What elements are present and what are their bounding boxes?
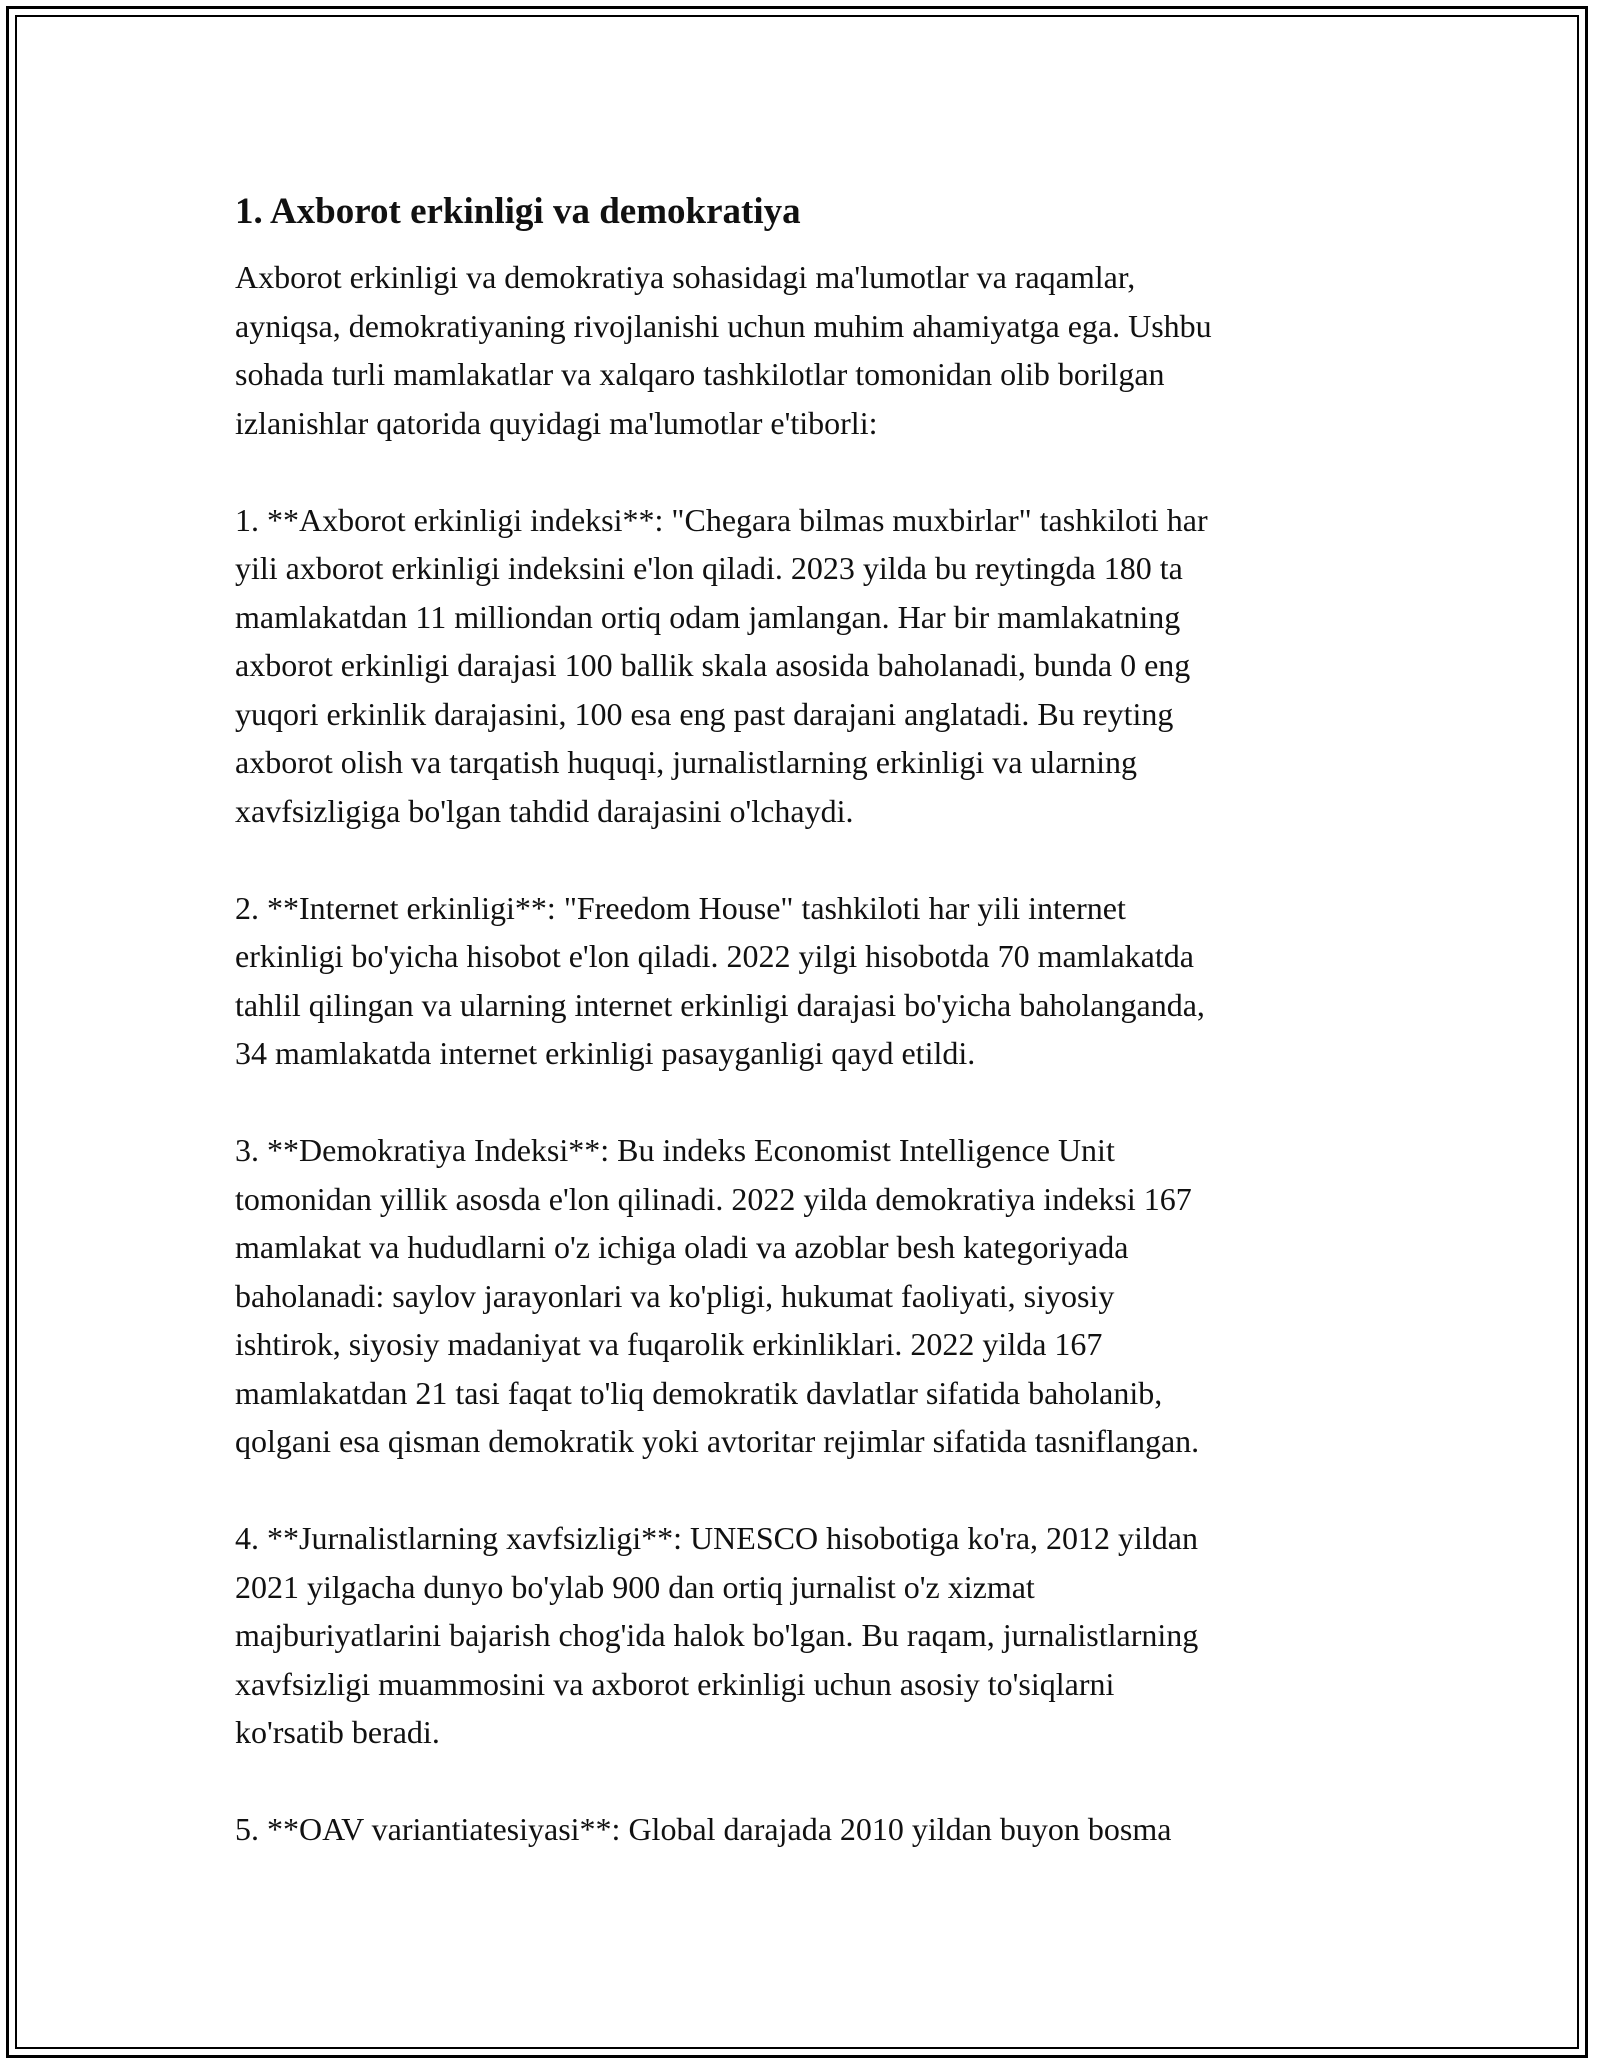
text-line: 3. **Demokratiya Indeksi**: Bu indeks Economist Intelligence Unit xyxy=(235,1132,1115,1168)
text-line: erkinligi bo'yicha hisobot e'lon qiladi. 2022 yilgi hisobotda 70 mamlakatda xyxy=(235,938,1194,974)
text-line: 1. **Axborot erkinligi indeksi**: "Chegara bilmas muxbirlar" tashkiloti har xyxy=(235,501,1208,538)
text-line: qolgani esa qisman demokratik yoki avtoritar rejimlar sifatida tasniflangan. xyxy=(235,1423,1200,1459)
item-internet-freedom xyxy=(235,884,1375,1078)
text-line: 4. **Jurnalistlarning xavfsizligi**: UNESCO hisobotiga ko'ra, 2012 yildan xyxy=(235,1520,1198,1556)
text-line: tahlil qilingan va ularning internet erkinligi darajasi bo'yicha baholanganda, xyxy=(235,986,1205,1023)
text-line: baholanadi: saylov jarayonlari va ko'pligi, hukumat faoliyati, siyosiy xyxy=(235,1277,1115,1314)
intro-paragraph xyxy=(235,253,1375,447)
text-line: ko'rsatib beradi. xyxy=(235,1714,440,1750)
text-line: axborot erkinligi darajasi 100 ballik skala asosida baholanadi, bunda 0 eng xyxy=(235,647,1191,683)
text-line: ishtirok, siyosiy madaniyat va fuqarolik erkinliklari. 2022 yilda 167 xyxy=(235,1326,1103,1362)
text-line: Axborot erkinligi va demokratiya sohasidagi ma'lumotlar va raqamlar, xyxy=(235,259,1136,295)
text-line: 34 mamlakatda internet erkinligi pasayganligi qayd etildi. xyxy=(235,1035,976,1071)
item-journalist-safety xyxy=(235,1514,1375,1757)
text-line: tomonidan yillik asosda e'lon qilinadi. 2022 yilda demokratiya indeksi 167 xyxy=(235,1180,1192,1217)
text-line: xavfsizligi muammosini va axborot erkinligi uchun asosiy to'siqlarni xyxy=(235,1665,1115,1702)
text-line: izlanishlar qatorida quyidagi ma'lumotlar e'tiborli: xyxy=(235,404,878,441)
text-line: mamlakatdan 21 tasi faqat to'liq demokratik davlatlar sifatida baholanib, xyxy=(235,1374,1163,1411)
text-line: ayniqsa, demokratiyaning rivojlanishi uchun muhim ahamiyatga ega. Ushbu xyxy=(235,307,1212,344)
text-line: yili axborot erkinligi indeksini e'lon qiladi. 2023 yilda bu reytingda 180 ta xyxy=(235,550,1183,586)
text-line: mamlakat va hududlarni o'z ichiga oladi va azoblar besh kategoriyada xyxy=(235,1229,1129,1265)
text-line: majburiyatlarini bajarish chog'ida halok bo'lgan. Bu raqam, jurnalistlarning xyxy=(235,1617,1199,1653)
item-democracy-index xyxy=(235,1126,1375,1466)
text-line: sohada turli mamlakatlar va xalqaro tashkilotlar tomonidan olib borilgan xyxy=(235,356,1165,392)
text-line: axborot olish va tarqatish huquqi, jurnalistlarning erkinligi va ularning xyxy=(235,744,1138,780)
text-line: 5. **OAV variantiatesiyasi**: Global darajada 2010 yildan buyon bosma xyxy=(235,1811,1172,1847)
section-title: 1. Axborot erkinligi va demokratiya xyxy=(235,191,801,232)
text-line: 2021 yilgacha dunyo bo'ylab 900 dan ortiq jurnalist o'z xizmat xyxy=(235,1568,1035,1605)
text-line: mamlakatdan 11 milliondan ortiq odam jamlangan. Har bir mamlakatning xyxy=(235,598,1181,635)
document-body xyxy=(235,184,1375,1902)
item-press-freedom-index xyxy=(235,496,1375,836)
item-media-variation xyxy=(235,1805,1375,1854)
text-line: xavfsizligiga bo'lgan tahdid darajasini o'lchaydi. xyxy=(235,792,854,829)
text-line: yuqori erkinlik darajasini, 100 esa eng past darajani anglatadi. Bu reyting xyxy=(235,695,1174,732)
text-line: 2. **Internet erkinligi**: "Freedom House" tashkiloti har yili internet xyxy=(235,889,1126,926)
